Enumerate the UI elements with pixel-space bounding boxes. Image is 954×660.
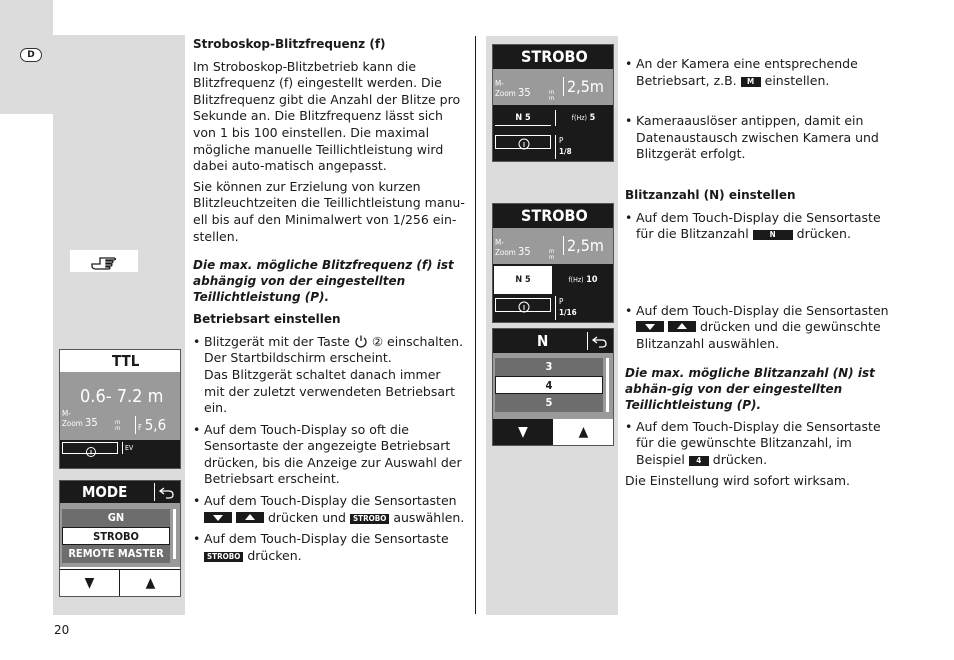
arrow-down-icon	[636, 321, 664, 332]
ttl-display	[60, 372, 180, 440]
text: Auf dem Touch-Display die Sensortaste	[204, 531, 449, 547]
mzoom-label: M-	[495, 79, 504, 88]
info-icon	[496, 137, 552, 151]
n-chip: N	[753, 230, 793, 240]
mm-unit: m m	[549, 248, 555, 261]
text: auswählen.	[393, 509, 465, 525]
mzoom-label: M-	[62, 409, 71, 418]
hand-pointer-icon	[70, 250, 138, 272]
section-heading-strobe-frequency: Stroboskop-Blitzfrequenz (f)	[193, 37, 386, 51]
strobo-display	[493, 69, 613, 105]
p-button[interactable]	[555, 135, 611, 159]
strobo-screen-1	[492, 44, 614, 162]
n-button[interactable]	[494, 266, 552, 294]
strobo-title: STROBO	[493, 204, 613, 228]
language-badge-label: D	[27, 50, 35, 60]
text: drücken.	[796, 226, 851, 242]
circled-number: ②	[371, 333, 384, 349]
n-arrows	[493, 419, 613, 445]
text: einschalten. Der Startbildschirm erscheint.	[204, 333, 464, 366]
info-button[interactable]	[495, 135, 551, 149]
n-title-bar	[493, 329, 613, 353]
strobo-chip: STROBO	[204, 552, 243, 562]
zoom-label: Zoom	[495, 89, 516, 98]
fhz-value: 10	[586, 275, 598, 285]
strobo-params	[493, 264, 613, 322]
text-column-right	[625, 56, 900, 494]
n-title: N	[537, 332, 549, 350]
fhz-label: f(Hz)	[568, 276, 584, 284]
bullet-item	[193, 531, 465, 564]
arrow-up-button[interactable]	[554, 419, 613, 445]
arrow-up-icon	[236, 512, 264, 523]
p-value: 1/8	[559, 147, 572, 156]
arrow-down-icon	[204, 512, 232, 523]
mode-scrollbar[interactable]	[173, 509, 176, 559]
fhz-button[interactable]	[555, 110, 611, 126]
n-item-5[interactable]: 5	[495, 394, 603, 412]
bullet-item: • Auf dem Touch-Display so oft die Sensortaste der angezeigte Betriebsart drücken, bis die Anzeige zur Auswahl der Betriebsart erscheint.	[193, 422, 465, 488]
mm-unit: m m	[549, 89, 555, 102]
info-icon	[496, 300, 552, 314]
ttl-screen	[59, 349, 181, 469]
mode-item-gn[interactable]: GN	[62, 509, 170, 527]
f-value: 5,6	[144, 416, 167, 434]
language-badge	[20, 48, 42, 62]
note-box	[70, 250, 138, 272]
strobo-chip: STROBO	[350, 514, 389, 524]
zoom-value: 35	[518, 245, 531, 258]
info-icon	[63, 446, 119, 458]
note-max-flash-count: Die max. mögliche Blitzanzahl (N) ist abhän-gig von der eingestellten Teillichtleistung (P).	[625, 365, 875, 412]
strobo-range: 2,5m	[563, 236, 604, 255]
mode-title: MODE	[82, 483, 128, 501]
mode-item-remote-master[interactable]: REMOTE MASTER	[62, 545, 170, 563]
info-button[interactable]	[62, 442, 118, 454]
arrow-up-icon	[668, 321, 696, 332]
ttl-info-row	[60, 440, 180, 468]
n-select-screen	[492, 328, 614, 446]
ev-button[interactable]	[122, 442, 178, 454]
fhz-value: 5	[589, 113, 596, 123]
n-scrollbar[interactable]	[606, 358, 609, 412]
back-button[interactable]	[587, 332, 611, 350]
bullet-item: • Kameraauslöser antippen, damit ein Datenaustausch zwischen Kamera und Blitzgerät erfolgt.	[625, 113, 900, 163]
text: An der Kamera eine entsprechende Betriebsart, z.B.	[636, 56, 858, 88]
four-chip: 4	[689, 456, 709, 466]
bullet-item	[625, 303, 900, 353]
section-heading-flash-count: Blitzanzahl (N) einstellen	[625, 187, 796, 202]
paragraph: Im Stroboskop-Blitzbetrieb kann die Blitzfrequenz (f) eingestellt werden. Die Blitzfrequenz gibt die Anzahl der Blitze pro Sekunde an. Die Blitzfrequenz lässt sich von 1 bis 100 einstellen. Die maximal mögliche manuelle Teillichtleistung wird dabei auto-matisch angepasst.	[193, 58, 461, 174]
ttl-range-value: 0.6- 7.2 m	[80, 386, 164, 407]
p-label: P	[559, 136, 564, 145]
zoom-label: Zoom	[62, 419, 83, 428]
mode-title-bar	[60, 481, 180, 503]
back-button[interactable]	[154, 483, 178, 501]
page-number: 20	[54, 623, 70, 637]
text: einstellen.	[764, 72, 830, 88]
strobo-params	[493, 105, 613, 161]
text: Auf dem Touch-Display die Sensortasten	[636, 302, 889, 318]
p-button[interactable]	[555, 296, 611, 320]
mode-list	[60, 503, 180, 567]
mzoom-label: M-	[495, 238, 504, 247]
n-label: N 5	[515, 113, 531, 123]
n-list	[493, 353, 613, 419]
text-column-left	[193, 36, 465, 569]
note-max-frequency: Die max. mögliche Blitzfrequenz (f) ist abhängig von der eingestellten Teillichtleistung (P).	[193, 258, 454, 305]
info-button[interactable]	[495, 298, 551, 312]
fhz-label: f(Hz)	[571, 114, 587, 122]
n-item-4[interactable]: 4	[495, 376, 603, 394]
section-heading-operating-mode: Betriebsart einstellen	[193, 312, 341, 327]
text: Auf dem Touch-Display die Sensortasten	[204, 493, 457, 509]
strobo-screen-2	[492, 203, 614, 323]
paragraph: Sie können zur Erzielung von kurzen Blitzleuchtzeiten die Teillichtleistung manu-ell bis auf den Minimalwert von 1/256 ein-stellen.	[193, 178, 465, 244]
bullet-item	[625, 210, 900, 243]
text: Auf dem Touch-Display die Sensortaste für die gewünschte Blitzanzahl, im Beispiel	[636, 418, 881, 467]
mm-unit: m m	[115, 419, 121, 432]
mode-item-strobo[interactable]: STROBO	[62, 527, 170, 545]
strobo-title: STROBO	[493, 45, 613, 69]
text: Auf dem Touch-Display die Sensortaste für die Blitzanzahl	[636, 209, 881, 242]
fhz-button[interactable]	[555, 272, 611, 288]
mode-screen	[59, 480, 181, 597]
ev-label: EV	[125, 444, 134, 452]
text: Das Blitzgerät schaltet danach immer mit der zuletzt verwendeten Betriebsart ein.	[204, 366, 456, 416]
n-button[interactable]	[495, 110, 551, 126]
arrow-down-icon: ▼	[84, 575, 95, 591]
arrow-up-button[interactable]	[121, 570, 180, 596]
zoom-value: 35	[518, 86, 531, 99]
zoom-label: Zoom	[495, 248, 516, 257]
text: drücken.	[247, 547, 302, 563]
mode-arrows	[60, 569, 180, 596]
bullet-item	[193, 334, 465, 417]
text: drücken.	[712, 451, 768, 467]
p-label: P	[559, 297, 564, 306]
back-arrow-icon	[588, 332, 612, 350]
arrow-down-button[interactable]	[493, 419, 553, 445]
power-icon	[354, 335, 368, 348]
column-divider	[475, 36, 476, 614]
arrow-up-icon: ▲	[145, 575, 156, 591]
zoom-value: 35	[85, 416, 98, 429]
strobo-range: 2,5m	[563, 77, 604, 96]
n-item-3[interactable]: 3	[495, 358, 603, 376]
text: Blitzgerät mit der Taste	[204, 333, 350, 349]
n-label: N 5	[515, 275, 531, 285]
bullet-item	[625, 56, 900, 89]
mode-m-chip: M	[741, 77, 761, 87]
arrow-up-icon: ▲	[578, 424, 589, 440]
arrow-down-button[interactable]	[60, 570, 120, 596]
closing-sentence: Die Einstellung wird sofort wirksam.	[625, 473, 850, 489]
text: drücken und	[267, 509, 346, 525]
bullet-item	[625, 419, 900, 469]
back-arrow-icon	[155, 483, 179, 501]
text: drücken und die gewünschte Blitzanzahl auswählen.	[636, 319, 881, 351]
ttl-title: TTL	[60, 350, 180, 372]
arrow-down-icon: ▼	[518, 424, 528, 440]
f-label: F	[138, 423, 143, 432]
strobo-display	[493, 228, 613, 264]
bullet-item	[193, 493, 465, 526]
p-value: 1/16	[559, 308, 577, 317]
